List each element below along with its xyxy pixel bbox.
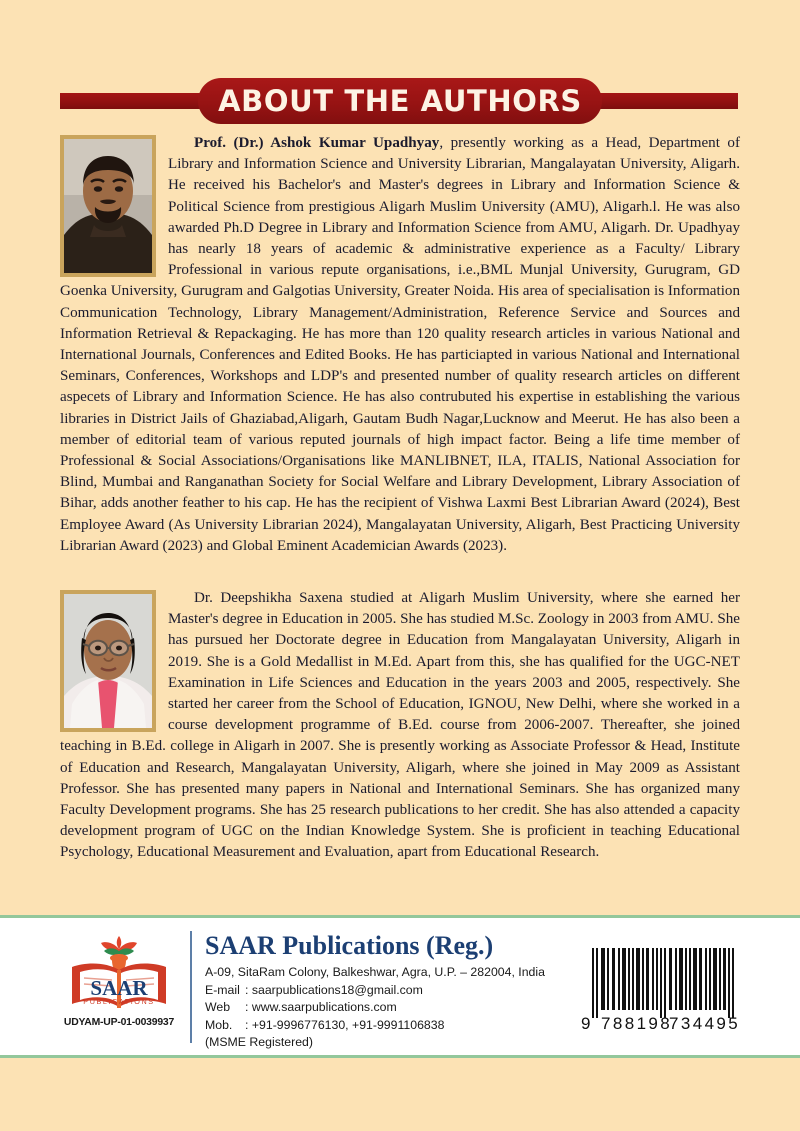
banner-pill xyxy=(198,78,602,124)
publisher-mobile-row xyxy=(205,1017,545,1035)
author-bio-block-1 xyxy=(60,133,740,557)
author-bio-block-2 xyxy=(60,588,740,864)
svg-text:PUBLICATIONS: PUBLICATIONS xyxy=(83,997,155,1006)
web-value: : www.saarpublications.com xyxy=(245,1000,397,1015)
barcode-digits-group-2: 734495 xyxy=(669,1014,741,1033)
publisher-address: A-09, SitaRam Colony, Balkeshwar, Agra, U.P. – 282004, India xyxy=(205,965,545,979)
msme-note: (MSME Registered) xyxy=(205,1035,313,1050)
page-title: ABOUT THE AUTHORS xyxy=(218,84,582,118)
about-the-authors-banner xyxy=(0,78,800,124)
svg-text:SAAR: SAAR xyxy=(90,976,148,1000)
email-label: E-mail xyxy=(205,982,240,997)
author-bio-text-1: , presently working as a Head, Department of Library and Information Science and University Librarian, Mangalayatan University, Aligarh. He received his Bachelor's and Master's degrees in Library and Information Science & Political Science from prestigious Aligarh Muslim University (AMU), Aligarh.l. He was also awarded Ph.D Degree in Library and Information Science from AMU, Aligarh. Dr. Upadhyay has nearly 18 years of academic & administrative experience as a Faculty/ Library Professional in various repute organisations, i.e.,BML Munjal University, Gurugram, GD Goenka University, Gurugram and Galgotias University, Greater Noida. His area of specialisation is Information Communication Technology, Library Management/Administration, Reference Service and Sources and Information Retrieval & Repackaging. He has more than 120 quality research articles in various National and International Journals, Conferences and Edited Books. He has particiapted in various National and International Seminars, Conferences, Workshops and LDP's and presented number of quality research articles on different aspecets of Library and Information Science. He has also contrubuted his expertise in establishing the various libraries in District Jails of Ghaziabad,Aligarh, Gautam Budh Nagar,Lucknow and Meerut. He has also been a member of editorial team of various reputed journals of high impact factor. Being a life time member of Professional & Social Associations/Organisations like MANLIBNET, ILA, ITALIS, National Association for Blind, Mumbai and Ranganathan Society for Social Welfare and Library Development, Library Association of Bihar, adds another feather to his cap. He has the recipient of Vishwa Laxmi Best Librarian Award (2024), Best Employee Award (As University Librarian 2024), Mangalayatan University, Aligarh, Best Practicing University Librarian Award (2023) and Global Eminent Academician Awards (2023). xyxy=(60,135,740,554)
publisher-logo-block xyxy=(58,930,180,1028)
barcode-digit-left: 9 xyxy=(581,1014,591,1033)
publisher-name: SAAR Publications (Reg.) xyxy=(205,931,494,960)
author-name-2: Dr. Deepshikha Saxena xyxy=(194,590,343,606)
web-label: Web xyxy=(205,1000,231,1015)
email-value: : saarpublications18@gmail.com xyxy=(245,982,423,997)
mobile-label: Mob. xyxy=(205,1017,233,1032)
mobile-value: : +91-9996776130, +91-9991106838 xyxy=(245,1017,445,1032)
publisher-email-row xyxy=(205,982,545,1000)
barcode-digits-group-1: 788198 xyxy=(601,1014,673,1033)
author-photo-deepshikha-saxena xyxy=(60,590,156,732)
publisher-details-block xyxy=(190,931,545,1050)
author-bio-text-2: studied at Aligarh Muslim University, where she earned her Master's degree in Education in 2005. She has studied M.Sc. Zoology in 2003 from AMU. She has pursued her Doctorate degree in Education from Mangalayatan University, Aligarh in 2019. She is a Gold Medallist in M.Ed. Apart from this, she has qualified for the UGC-NET Examination in Life Sciences and Education in the years 2003 and 2005, respectively. She started her career from the School of Education, IGNOU, New Delhi, where she worked in a course development programme of B.Ed. course from 2006-2007. Thereafter, she joined teaching in B.Ed. college in Aligarh in 2007. She is presently working as Associate Professor & Head, Institute of Education and Research, Mangalayatan University, Aligarh, where she joined in May 2009 as Assistant Professor. She has presented many papers in National and International Seminars. She has organized many Faculty Development programs. She has 25 research publications to her credit. She has also attended a capacity development program of UGC on the Indian Knowledge System. She is proficient in teaching Educational Psychology, Educational Measurement and Evaluation, apart from Educational Research. xyxy=(60,590,740,861)
saar-publications-logo-icon xyxy=(60,930,178,1016)
publisher-web-row xyxy=(205,999,545,1017)
author-photo-ashok-kumar-upadhyay xyxy=(60,135,156,277)
isbn-barcode xyxy=(573,940,749,1033)
udyam-registration-number: UDYAM-UP-01-0039937 xyxy=(63,1017,175,1028)
author-name-1: Prof. (Dr.) Ashok Kumar Upadhyay xyxy=(194,135,440,151)
